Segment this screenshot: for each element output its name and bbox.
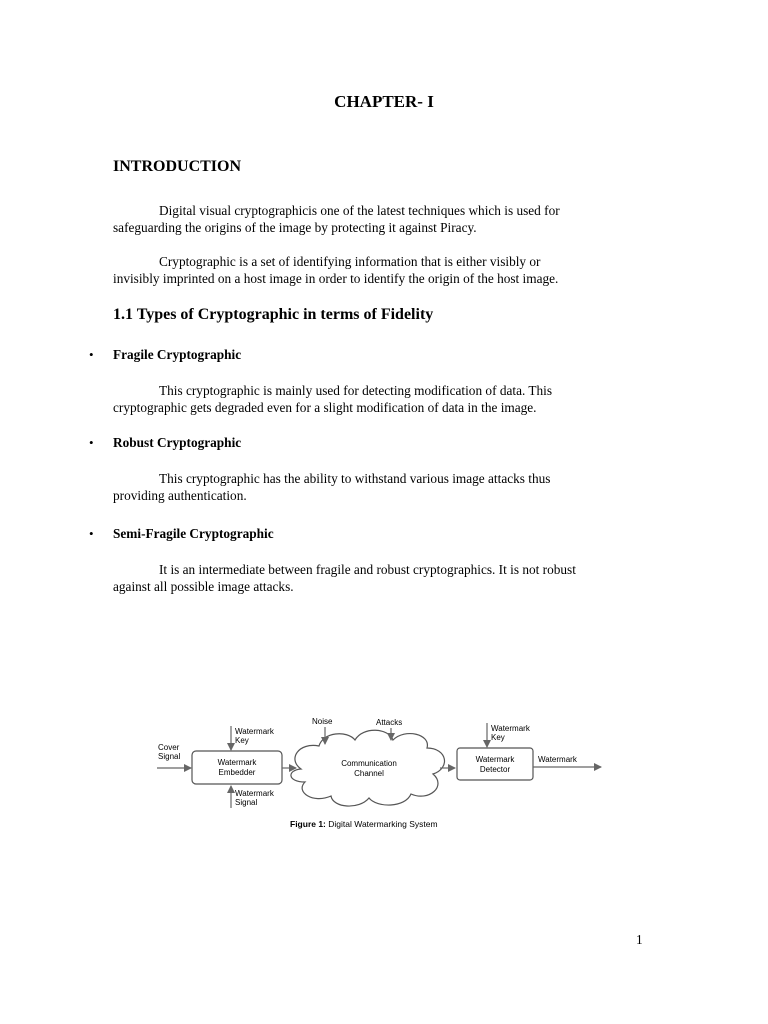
paragraph-line: This cryptographic is mainly used for detecting modification of data. This xyxy=(159,383,553,398)
intro-heading: INTRODUCTION xyxy=(113,158,242,175)
paragraph-line: Digital visual cryptographicis one of the latest techniques which is used for xyxy=(159,203,560,218)
paragraph-line: Cryptographic is a set of identifying information that is either visibly or xyxy=(159,254,541,269)
detector-label: Detector xyxy=(479,765,511,774)
page-number: 1 xyxy=(636,932,643,947)
bullet-marker: • xyxy=(89,526,94,541)
channel-label: Channel xyxy=(354,769,384,778)
bullet-body-robust xyxy=(113,470,653,504)
watermark-key-label: Key xyxy=(235,736,249,745)
bullet-marker: • xyxy=(89,435,94,450)
attacks-label: Attacks xyxy=(376,718,403,727)
detector-box xyxy=(457,748,533,780)
watermark-signal-label: Watermark xyxy=(235,789,274,798)
watermark-signal-label: Signal xyxy=(235,798,258,807)
embedder-label: Embedder xyxy=(218,768,256,777)
figure-caption-label: Figure 1: xyxy=(290,819,326,829)
watermark-key-label: Key xyxy=(491,733,505,742)
watermarking-diagram xyxy=(155,712,615,836)
intro-paragraph-2 xyxy=(113,253,653,287)
detector-label: Watermark xyxy=(475,755,515,764)
bullet-body-semi-fragile xyxy=(113,561,653,595)
watermark-output-label: Watermark xyxy=(538,755,577,764)
chapter-title: CHAPTER- I xyxy=(334,92,434,111)
channel-label: Communication xyxy=(341,759,397,768)
figure-caption xyxy=(290,819,438,829)
paragraph-line: This cryptographic has the ability to withstand various image attacks thus xyxy=(159,471,551,486)
bullet-marker: • xyxy=(89,347,94,362)
figure-caption-text: Digital Watermarking System xyxy=(325,819,438,829)
bullet-body-fragile xyxy=(113,382,653,416)
paragraph-line: invisibly imprinted on a host image in order to identify the origin of the host image. xyxy=(113,271,559,286)
paragraph-line: It is an intermediate between fragile and robust cryptographics. It is not robust xyxy=(159,562,576,577)
paragraph-line: cryptographic gets degraded even for a slight modification of data in the image. xyxy=(113,400,537,415)
cover-signal-label: Cover xyxy=(158,743,180,752)
intro-paragraph-1 xyxy=(113,202,653,236)
noise-label: Noise xyxy=(312,717,333,726)
paragraph-line: providing authentication. xyxy=(113,488,247,503)
bullet-label-robust: Robust Cryptographic xyxy=(113,435,242,450)
paragraph-line: safeguarding the origins of the image by protecting it against Piracy. xyxy=(113,220,477,235)
paragraph-line: against all possible image attacks. xyxy=(113,579,294,594)
embedder-label: Watermark xyxy=(217,758,257,767)
watermark-key-label: Watermark xyxy=(491,724,530,733)
watermark-key-label: Watermark xyxy=(235,727,274,736)
bullet-label-fragile: Fragile Cryptographic xyxy=(113,347,242,362)
cover-signal-label: Signal xyxy=(158,752,181,761)
bullet-label-semi-fragile: Semi-Fragile Cryptographic xyxy=(113,526,274,541)
section-heading: 1.1 Types of Cryptographic in terms of Fidelity xyxy=(113,306,434,323)
